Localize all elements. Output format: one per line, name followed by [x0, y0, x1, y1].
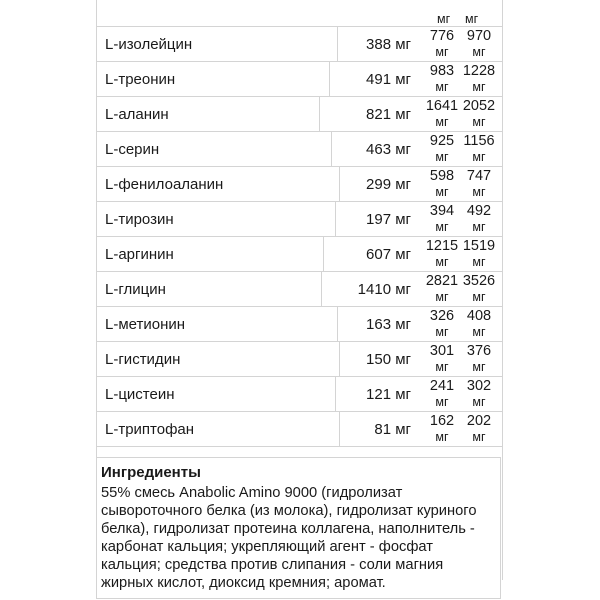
unit-label: мг	[435, 430, 449, 444]
amino-acid-name: L-метионин	[105, 316, 186, 333]
amount-per-serving: 491 мг	[329, 62, 419, 97]
amount-value: 492	[466, 203, 492, 219]
amount-per-serving: 81 мг	[339, 412, 419, 447]
amount-value: 925	[429, 133, 455, 149]
amount-serving-3	[459, 238, 499, 270]
table-row	[97, 237, 502, 272]
amount-value: 202	[466, 413, 492, 429]
unit-label: мг	[435, 395, 449, 409]
table-row	[97, 412, 502, 447]
amount-value: 301	[429, 343, 455, 359]
table-row	[97, 167, 502, 202]
amount-per-serving: 821 мг	[319, 97, 419, 132]
amino-acid-name: L-гистидин	[105, 351, 181, 368]
amount-value: 1215	[425, 238, 459, 254]
amount-serving-2	[423, 273, 461, 305]
amount-serving-2	[423, 63, 461, 95]
ingredients-title: Ингредиенты	[101, 464, 201, 481]
amino-acid-name: L-аргинин	[105, 246, 174, 263]
unit-label: мг	[435, 255, 449, 269]
amount-value: 326	[429, 308, 455, 324]
amount-serving-2	[423, 168, 461, 200]
amino-acid-name: L-изолейцин	[105, 36, 193, 53]
unit-label: мг	[435, 325, 449, 339]
unit-label: мг	[472, 325, 486, 339]
amount-value: 1228	[462, 63, 496, 79]
amount-serving-3	[459, 273, 499, 305]
amount-value: 776	[429, 28, 455, 44]
amount-serving-3	[459, 28, 499, 60]
unit-label: мг	[472, 290, 486, 304]
unit-label: мг	[472, 45, 486, 59]
ingredients-text: 55% смесь Anabolic Amino 9000 (гидролизат сывороточного белка (из молока), гидролизат куриного белка), гидролизат протеина коллагена, наполнитель - карбонат кальция; укрепляющий агент - фосфат кальция; средства против слипания - соли магния жирных кислот, диоксид кремния; аромат.	[101, 485, 477, 591]
amount-serving-3	[459, 168, 499, 200]
amount-serving-2	[423, 98, 461, 130]
unit-label: мг	[472, 360, 486, 374]
amino-acid-name: L-глицин	[105, 281, 166, 298]
amount-serving-2	[423, 238, 461, 270]
unit-label: мг	[435, 290, 449, 304]
amino-acid-name: L-фенилоаланин	[105, 176, 224, 193]
amount-value: 376	[466, 343, 492, 359]
amount-serving-2	[423, 378, 461, 410]
amount-value: 3526	[462, 273, 496, 289]
unit-label: мг	[435, 220, 449, 234]
unit-label: мг	[472, 150, 486, 164]
unit-label: мг	[472, 115, 486, 129]
ingredients-section	[96, 457, 501, 599]
amount-per-serving: 299 мг	[339, 167, 419, 202]
amount-serving-2	[423, 308, 461, 340]
unit-label: мг	[472, 255, 486, 269]
amount-value: 747	[466, 168, 492, 184]
amount-serving-3	[459, 308, 499, 340]
unit-label: мг	[472, 185, 486, 199]
table-row	[97, 62, 502, 97]
amount-value: 2821	[425, 273, 459, 289]
amount-per-serving: 1410 мг	[321, 272, 419, 307]
amount-serving-2	[423, 28, 461, 60]
table-row	[97, 377, 502, 412]
amount-value: 1156	[463, 133, 495, 149]
unit-label: мг	[465, 12, 479, 26]
amount-value: 2052	[462, 98, 496, 114]
amount-serving-3	[459, 98, 499, 130]
amount-per-serving: 607 мг	[323, 237, 419, 272]
amount-per-serving: 463 мг	[331, 132, 419, 167]
amount-per-serving: 163 мг	[337, 307, 419, 342]
amino-acid-name: L-триптофан	[105, 421, 195, 438]
unit-label: мг	[435, 80, 449, 94]
amount-serving-2	[423, 133, 461, 165]
amount-per-serving: 150 мг	[339, 342, 419, 377]
amount-value: 394	[429, 203, 455, 219]
amino-acid-name: L-серин	[105, 141, 160, 158]
table-top-fragment	[97, 0, 502, 26]
unit-label: мг	[435, 45, 449, 59]
table-row	[97, 272, 502, 307]
table-row	[97, 97, 502, 132]
table-row	[97, 132, 502, 167]
amount-value: 241	[429, 378, 455, 394]
table-row	[97, 202, 502, 237]
amount-serving-3	[459, 378, 499, 410]
amount-serving-2	[423, 413, 461, 445]
amount-value: 983	[429, 63, 455, 79]
amount-value: 1641	[425, 98, 459, 114]
unit-label: мг	[472, 430, 486, 444]
amino-acid-name: L-аланин	[105, 106, 169, 123]
amino-acid-name: L-тирозин	[105, 211, 174, 228]
amount-value: 162	[429, 413, 455, 429]
amount-serving-3	[459, 63, 499, 95]
unit-label: мг	[435, 115, 449, 129]
unit-label: мг	[437, 12, 451, 26]
table-row	[97, 307, 502, 342]
amount-value: 408	[466, 308, 492, 324]
amount-per-serving: 197 мг	[335, 202, 419, 237]
unit-label: мг	[435, 185, 449, 199]
unit-label: мг	[472, 80, 486, 94]
amount-value: 302	[466, 378, 492, 394]
amount-value: 970	[466, 28, 492, 44]
amount-serving-2	[423, 343, 461, 375]
amount-per-serving: 121 мг	[335, 377, 419, 412]
amount-serving-3	[459, 343, 499, 375]
table-row	[97, 342, 502, 377]
unit-label: мг	[435, 360, 449, 374]
unit-label: мг	[435, 150, 449, 164]
amount-serving-3	[459, 413, 499, 445]
amount-value: 1519	[462, 238, 496, 254]
unit-label: мг	[472, 395, 486, 409]
unit-label: мг	[472, 220, 486, 234]
amount-serving-3	[459, 203, 499, 235]
amino-acid-name: L-цистеин	[105, 386, 175, 403]
table-row	[97, 27, 502, 62]
amount-per-serving: 388 мг	[337, 27, 419, 62]
amount-value: 598	[429, 168, 455, 184]
amount-serving-2	[423, 203, 461, 235]
amino-acid-name: L-треонин	[105, 71, 176, 88]
amount-serving-3	[459, 133, 499, 165]
